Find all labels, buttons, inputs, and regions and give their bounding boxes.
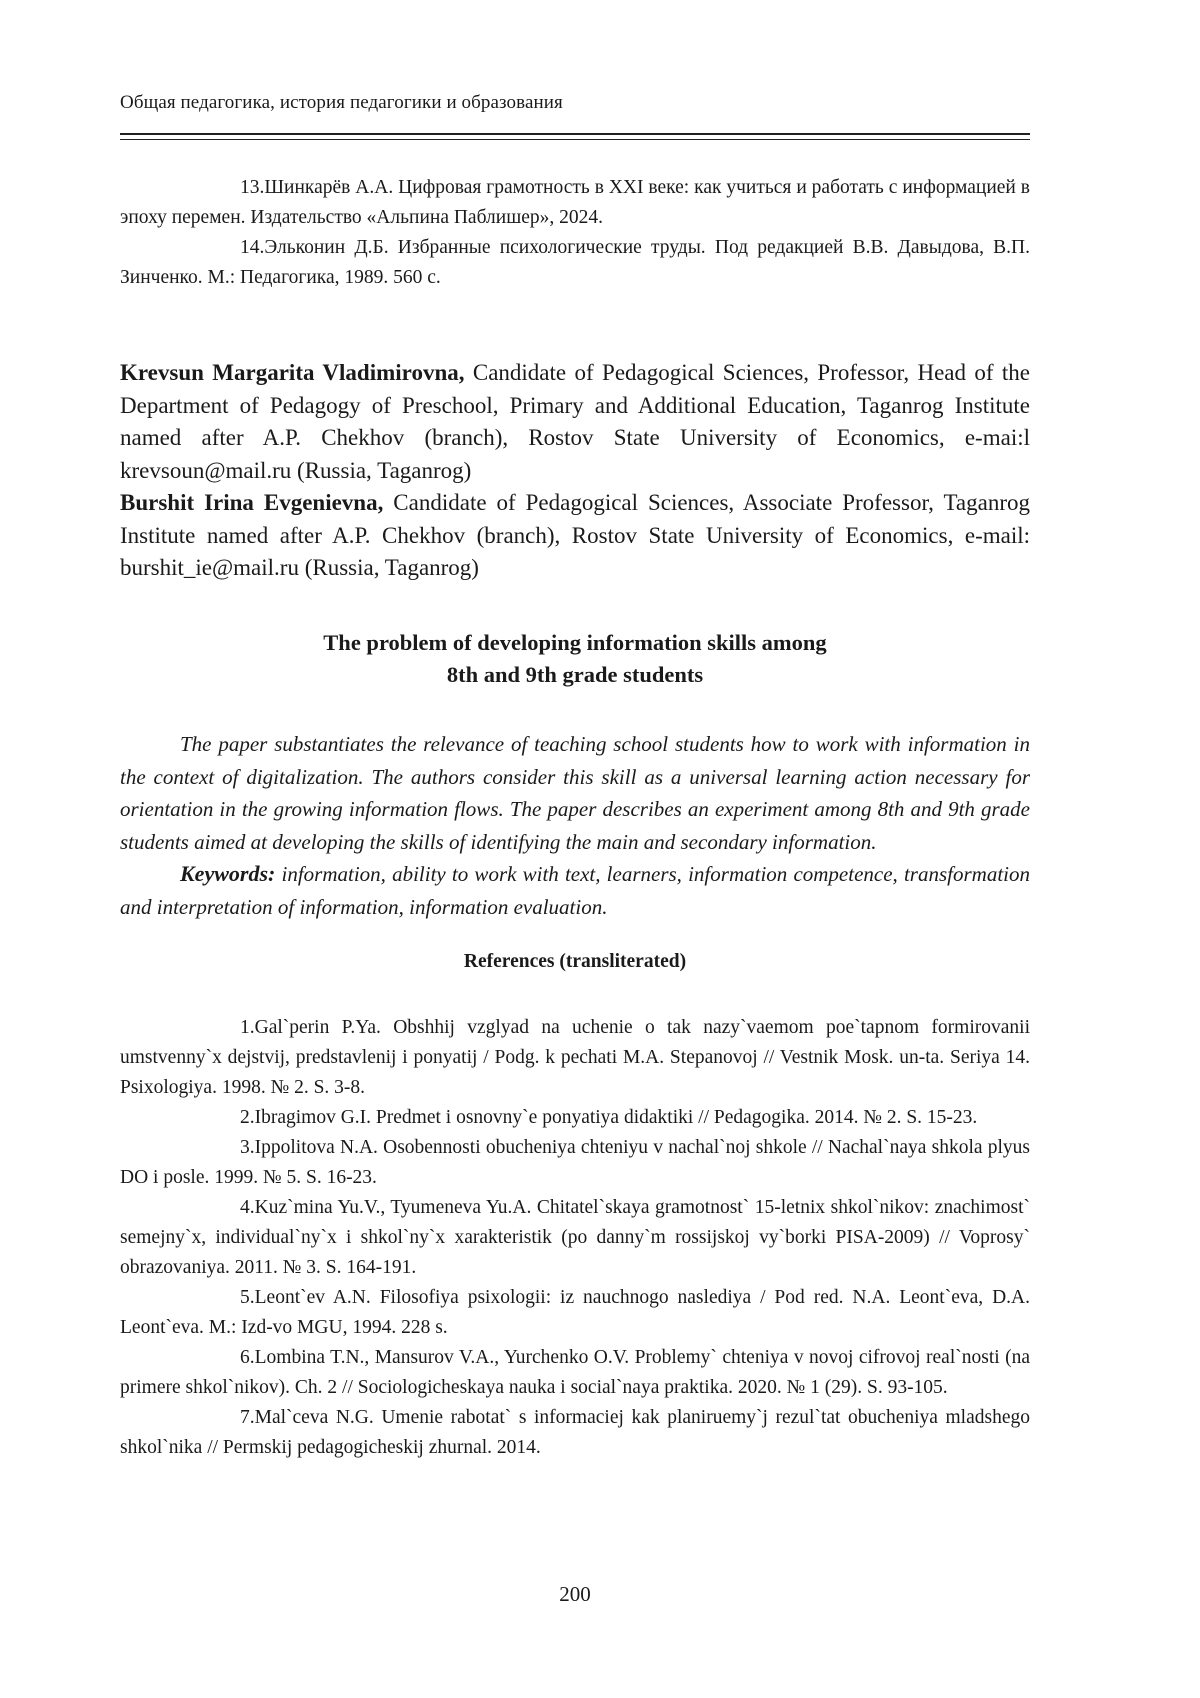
author-details: Candidate of Pedagogical Sciences, Associate Professor, Taganrog Institute named after A.P. Chekhov (branch), Rostov State University of Economics, e-mail: burshit_ie@mail.ru (Russia, Taganrog) — [120, 490, 1030, 580]
author-info — [120, 357, 1030, 585]
running-header: Общая педагогика, история педагогики и образования — [120, 92, 563, 113]
reference-text: Kuz`mina Yu.V., Tyumeneva Yu.A. Chitatel`skaya gramotnost` 15-letnix shkol`nikov: znachimost` semejny`x, individual`ny`x i shkol`ny`x xarakteristik (po danny`m rossijskoj vy`borki PISA-2009) // Voprosy` obrazovaniya. 2011. № 3. S. 164-191. — [120, 1197, 1030, 1278]
previous-article-references — [120, 173, 1030, 293]
keywords — [120, 858, 1030, 923]
reference-item — [120, 233, 1030, 293]
abstract — [120, 728, 1030, 923]
reference-number: 3. — [240, 1137, 255, 1158]
reference-item — [120, 1193, 1030, 1283]
reference-text: Gal`perin P.Ya. Obshhij vzglyad na uchenie o tak nazy`vaemom poe`tapnom formirovanii umstvenny`x dejstvij, predstavlenij i ponyatij / Podg. k pechati M.A. Stepanovoj // Vestnik Mosk. un-ta. Seriya 14. Psixologiya. 1998. № 2. S. 3-8. — [120, 1017, 1030, 1098]
references-heading: References (transliterated) — [463, 951, 687, 972]
references-list — [120, 1013, 1030, 1463]
reference-item — [120, 1403, 1030, 1463]
reference-item — [120, 1013, 1030, 1103]
reference-item — [120, 1283, 1030, 1343]
reference-item — [120, 173, 1030, 233]
reference-number: 1. — [240, 1017, 255, 1038]
title-line: The problem of developing information skills among — [323, 630, 827, 655]
author-name: Burshit Irina Evgenievna, — [120, 490, 384, 515]
author-details: Candidate of Pedagogical Sciences, Professor, Head of the Department of Pedagogy of Preschool, Primary and Additional Education, Taganrog Institute named after A.P. Chekhov (branch), Rostov State University of Economics, e-mai:l krevsoun@mail.ru (Russia, Taganrog) — [120, 360, 1030, 483]
reference-number: 13. — [240, 177, 265, 198]
reference-item — [120, 1133, 1030, 1193]
reference-text: Mal`ceva N.G. Umenie rabotat` s informaciej kak planiruemy`j rezul`tat obucheniya mladshego shkol`nika // Permskij pedagogicheskij zhurnal. 2014. — [120, 1407, 1030, 1458]
reference-item — [120, 1103, 1030, 1133]
reference-item — [120, 1343, 1030, 1403]
reference-number: 4. — [240, 1197, 255, 1218]
reference-number: 5. — [240, 1287, 255, 1308]
reference-number: 2. — [240, 1107, 255, 1128]
reference-text: Leont`ev A.N. Filosofiya psixologii: iz nauchnogo naslediya / Pod red. N.A. Leont`eva, D.A. Leont`eva. M.: Izd-vo MGU, 1994. 228 s. — [120, 1287, 1030, 1338]
article-title — [120, 627, 1030, 691]
reference-text: Эльконин Д.Б. Избранные психологические труды. Под редакцией В.В. Давыдова, В.П. Зинченко. М.: Педагогика, 1989. 560 с. — [120, 237, 1030, 288]
reference-text: Шинкарёв А.А. Цифровая грамотность в XXI веке: как учиться и работать с информацией в эпоху перемен. Издательство «Альпина Паблишер», 2024. — [120, 177, 1030, 228]
page-number: 200 — [559, 1582, 591, 1606]
reference-number: 6. — [240, 1347, 255, 1368]
abstract-text: The paper substantiates the relevance of teaching school students how to work with information in the context of digitalization. The authors consider this skill as a universal learning action necessary for orientation in the growing information flows. The paper describes an experiment among 8th and 9th grade students aimed at developing the skills of identifying the main and secondary information. — [120, 732, 1030, 854]
author-entry — [120, 357, 1030, 487]
title-line: 8th and 9th grade students — [446, 662, 704, 687]
reference-number: 14. — [240, 237, 265, 258]
reference-text: Ibragimov G.I. Predmet i osnovny`e ponyatiya didaktiki // Pedagogika. 2014. № 2. S. 15-23. — [254, 1107, 978, 1128]
author-entry — [120, 487, 1030, 585]
author-name: Krevsun Margarita Vladimirovna, — [120, 360, 465, 385]
header-rule — [120, 133, 1030, 140]
keywords-text: information, ability to work with text, learners, information competence, transformation and interpretation of information, information evaluation. — [120, 862, 1030, 919]
reference-text: Ippolitova N.A. Osobennosti obucheniya chteniyu v nachal`noj shkole // Nachal`naya shkola plyus DO i posle. 1999. № 5. S. 16-23. — [120, 1137, 1030, 1188]
reference-text: Lombina T.N., Mansurov V.A., Yurchenko O.V. Problemy` chteniya v novoj cifrovoj real`nosti (na primere shkol`nikov). Ch. 2 // Sociologicheskaya nauka i social`naya praktika. 2020. № 1 (29). S. 93-105. — [120, 1347, 1030, 1398]
reference-number: 7. — [240, 1407, 255, 1428]
keywords-label: Keywords: — [180, 861, 276, 886]
journal-page — [120, 0, 1030, 1698]
